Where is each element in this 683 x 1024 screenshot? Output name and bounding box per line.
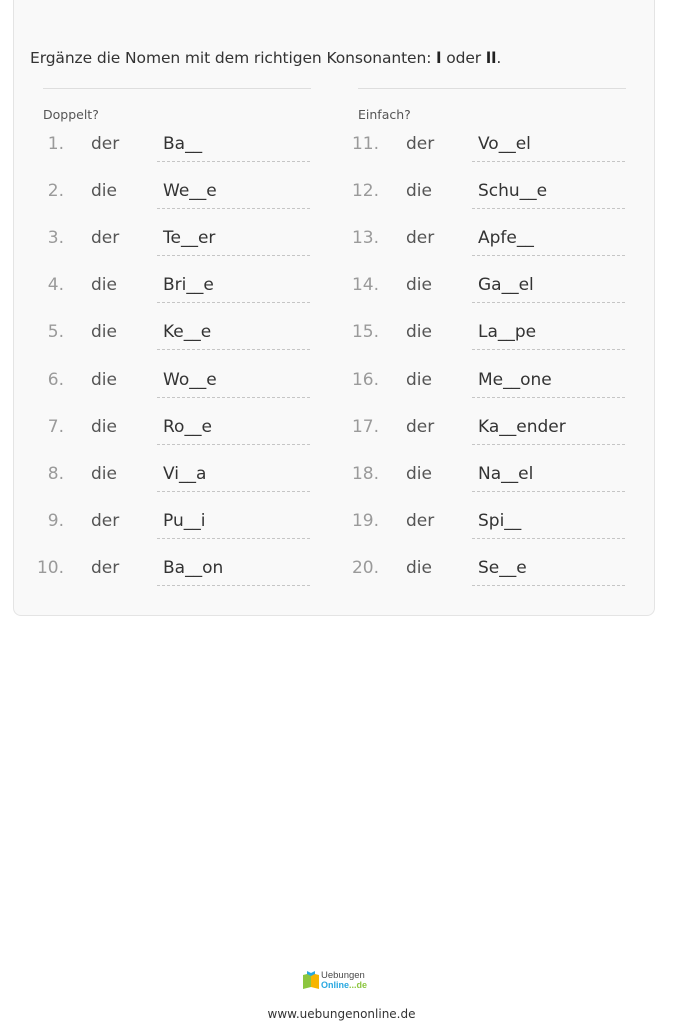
- item-number: 4.: [47, 275, 64, 295]
- instruction-text: [30, 49, 501, 67]
- item-article: der: [91, 558, 120, 578]
- item-article: der: [91, 134, 120, 154]
- column-title-doppelt: Doppelt?: [43, 107, 99, 122]
- item-article: die: [406, 322, 432, 342]
- item-word-blank[interactable]: Vo__el: [472, 134, 625, 162]
- item-article: die: [406, 464, 432, 484]
- item-word-blank[interactable]: Bri__e: [157, 275, 310, 303]
- instruction-option-b: ll: [485, 49, 497, 67]
- item-word-blank[interactable]: Na__el: [472, 464, 625, 492]
- item-article: die: [91, 181, 117, 201]
- item-word-blank[interactable]: Spi__: [472, 511, 625, 539]
- item-word-blank[interactable]: Schu__e: [472, 181, 625, 209]
- item-word-blank[interactable]: Te__er: [157, 228, 310, 256]
- item-number: 11.: [351, 134, 379, 154]
- item-word-blank[interactable]: Wo__e: [157, 370, 310, 398]
- item-number: 3.: [47, 228, 64, 248]
- item-word-blank[interactable]: Apfe__: [472, 228, 625, 256]
- item-word-blank[interactable]: Pu__i: [157, 511, 310, 539]
- item-word-blank[interactable]: Ga__el: [472, 275, 625, 303]
- divider-right: [358, 88, 626, 89]
- book-icon: [303, 971, 319, 989]
- item-word-blank[interactable]: Ro__e: [157, 417, 310, 445]
- item-number: 20.: [351, 558, 379, 578]
- item-word-blank[interactable]: Se__e: [472, 558, 625, 586]
- uebungenonline-logo: [301, 967, 383, 993]
- item-number: 1.: [47, 134, 64, 154]
- item-number: 17.: [351, 417, 379, 437]
- column-title-einfach: Einfach?: [358, 107, 411, 122]
- instruction-main: Ergänze die Nomen mit dem richtigen Konsonanten:: [30, 49, 437, 67]
- item-number: 15.: [351, 322, 379, 342]
- item-word-blank[interactable]: Ke__e: [157, 322, 310, 350]
- instruction-connector: oder: [441, 49, 486, 67]
- item-number: 16.: [351, 370, 379, 390]
- item-word-blank[interactable]: Ba__: [157, 134, 310, 162]
- item-number: 13.: [351, 228, 379, 248]
- item-number: 14.: [351, 275, 379, 295]
- item-number: 6.: [47, 370, 64, 390]
- item-word-blank[interactable]: Me__one: [472, 370, 625, 398]
- item-number: 8.: [47, 464, 64, 484]
- item-word-blank[interactable]: Ka__ender: [472, 417, 625, 445]
- item-number: 10.: [36, 558, 64, 578]
- item-article: die: [406, 370, 432, 390]
- item-word-blank[interactable]: Ba__on: [157, 558, 310, 586]
- footer-url[interactable]: www.uebungenonline.de: [267, 1007, 416, 1021]
- item-word-blank[interactable]: We__e: [157, 181, 310, 209]
- item-number: 7.: [47, 417, 64, 437]
- item-number: 18.: [351, 464, 379, 484]
- item-article: der: [91, 228, 120, 248]
- item-article: der: [406, 228, 435, 248]
- item-article: die: [91, 275, 117, 295]
- item-article: der: [91, 511, 120, 531]
- item-article: der: [406, 511, 435, 531]
- item-article: die: [91, 417, 117, 437]
- divider-left: [43, 88, 311, 89]
- item-article: die: [91, 370, 117, 390]
- item-number: 5.: [47, 322, 64, 342]
- item-article: die: [406, 181, 432, 201]
- item-article: der: [406, 417, 435, 437]
- item-article: die: [91, 464, 117, 484]
- item-article: die: [91, 322, 117, 342]
- logo-text-uebungen: Uebungen: [321, 970, 365, 981]
- item-word-blank[interactable]: Vi__a: [157, 464, 310, 492]
- item-article: die: [406, 558, 432, 578]
- item-word-blank[interactable]: La__pe: [472, 322, 625, 350]
- instruction-end: .: [496, 49, 502, 67]
- instruction-option-a: l: [436, 49, 442, 67]
- item-number: 2.: [47, 181, 64, 201]
- item-number: 9.: [47, 511, 64, 531]
- item-number: 12.: [351, 181, 379, 201]
- item-number: 19.: [351, 511, 379, 531]
- logo-text-online: [321, 980, 367, 990]
- item-article: die: [406, 275, 432, 295]
- item-article: der: [406, 134, 435, 154]
- logo-text-online-main: Online: [321, 980, 350, 990]
- logo-text-de: ...de: [349, 980, 368, 990]
